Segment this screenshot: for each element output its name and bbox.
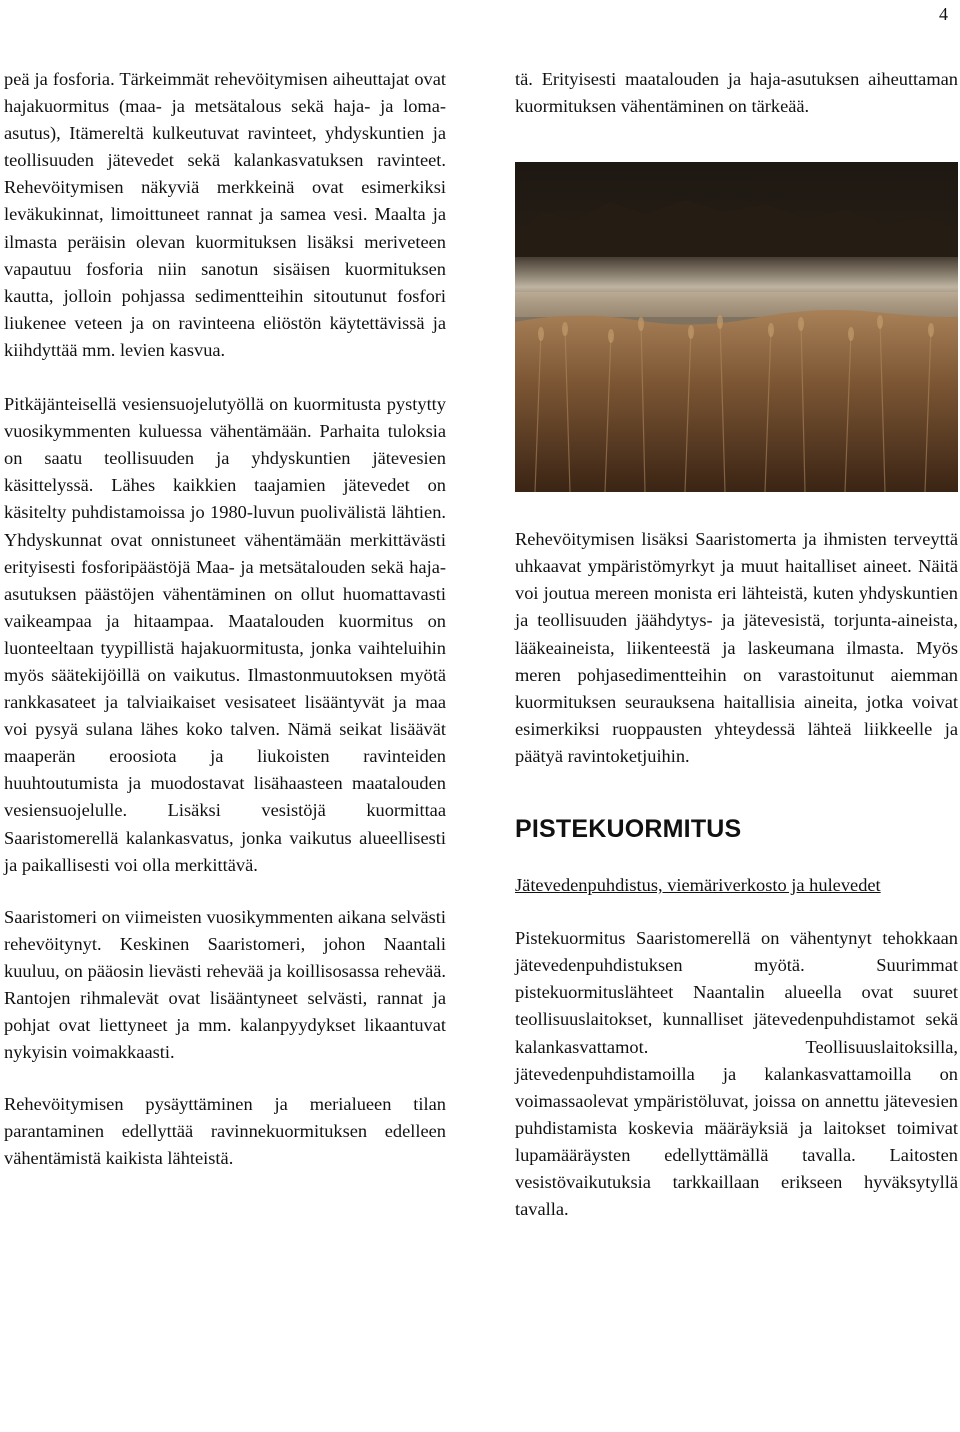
paragraph-archipelago-sea-state: Saaristomeri on viimeisten vuosikymmenten aikana selvästi rehevöitynyt. Keskinen Saaristomeri, johon Naantali kuuluu, on pääosin lievästi rehevää ja koillisosassa rehevää. Rantojen rihmalevät ovat lisääntyneet selvästi, rannat ja pohjat ovat liettyneet ja mm. kalanpyydykset likaantuvat nykyisin voimakkaasti.	[4, 906, 446, 1063]
paragraph-stopping-eutrophication: Rehevöitymisen pysäyttäminen ja merialueen tilan parantaminen edellyttää ravinnekuormituksen edelleen vähentämistä kaikista lähteistä.	[4, 1094, 446, 1169]
section-heading: PISTEKUORMITUS	[515, 815, 742, 844]
reed-shore-illustration	[515, 162, 958, 492]
right-column	[515, 66, 958, 1223]
subsection-heading: Jätevedenpuhdistus, viemäriverkosto ja hulevedet	[515, 875, 881, 896]
paragraph-continuation: tä. Erityisesti maatalouden ja haja-asutuksen aiheuttaman kuormituksen vähentäminen on tärkeää.	[515, 69, 958, 117]
left-column	[4, 66, 446, 1173]
paragraph-eutrophication-causes: peä ja fosforia. Tärkeimmät rehevöitymisen aiheuttajat ovat hajakuormitus (maa- ja metsätalous sekä haja- ja loma-asutus), Itämereltä kulkeutuvat ravinteet, yhdyskuntien ja teollisuuden jätevedet sekä kalankasvatuksen ravinteet. Rehevöitymisen näkyviä merkkeinä ovat esimerkiksi leväkukinnat, limoittuneet rannat ja samea vesi. Maalta ja ilmasta peräisin olevan kuormituksen lisäksi meriveteen vapautuu fosforia niin sanotun sisäisen kuormituksen kautta, jolloin pohjassa sedimentteihin sitoutunut fosfori liukenee veteen ja on ravinteena eliöstön käytettävissä ja kiihdyttää mm. levien kasvua.	[4, 69, 446, 360]
paragraph-point-source-load: Pistekuormitus Saaristomerellä on vähentynyt tehokkaan jätevedenpuhdistuksen myötä. Suurimmat pistekuormituslähteet Naantalin alueella ovat suuret teollisuuslaitokset, kunnalliset jätevedenpuhdistamot sekä kalankasvattamot. Teollisuuslaitoksilla, jätevedenpuhdistamoilla ja kalankasvattamoilla on voimassaolevat ympäristöluvat, joissa on annettu jätevesien puhdistamista koskevia määräyksiä ja laitokset toimivat lupamääräysten edellyttämällä tavalla. Laitosten vesistövaikutuksia tarkkaillaan erikseen hyväksytyllä tavalla.	[515, 928, 958, 1220]
page-number: 4	[939, 4, 948, 24]
paragraph-environmental-toxins: Rehevöitymisen lisäksi Saaristomerta ja ihmisten terveyttä uhkaavat ympäristömyrkyt ja muut haitalliset aineet. Näitä voi joutua mereen monista eri lähteistä, kuten yhdyskuntien ja teollisuuden jäähdytys- ja jätevesistä, torjunta-aineista, lääkeaineista, liikenteestä ja laskeumana ilmasta. Myös meren pohjasedimentteihin on varastoitunut aiemman kuormituksen seurauksena haitallisia aineita, jotka voivat esimerkiksi ruoppausten yhteydessä lähteä liikkeelle ja päätyä ravintoketjuihin.	[515, 529, 958, 766]
reed-shore-photo	[515, 162, 958, 492]
paragraph-water-protection-work: Pitkäjänteisellä vesiensuojelutyöllä on kuormitusta pystytty vuosikymmenten kuluessa vähentämään. Parhaita tuloksia on saatu teollisuuden ja yhdyskuntien jätevesien käsittelyssä. Lähes kaikkien taajamien jätevedet on käsitelty puhdistamoissa jo 1980-luvun puolivälistä lähtien. Yhdyskunnat ovat onnistuneet vähentämään merkittävästi erityisesti fosforipäästöjä Maa- ja metsätalouden sekä haja-asutuksen päästöjen vähentäminen on ollut huomattavasti vaikeampaa ja hitaampaa. Maatalouden kuormitus on luonteeltaan tyypillistä hajakuormitusta, jonka vaihteluihin myös säätekijöillä on vaikutus. Ilmastonmuutoksen myötä rankkasateet ja talviaikaiset vesisateet lisääntyvät ja maa voi pysyä sulana lähes koko talven. Nämä seikat lisäävät maaperän eroosiota ja liukoisten ravinteiden huuhtoutumista ja muodostavat lisähaasteen maatalouden vesiensuojelulle. Lisäksi vesistöjä kuormittaa Saaristomerellä kalankasvatus, jonka vaikutus alueellisesti ja paikallisesti voi olla merkittävä.	[4, 394, 446, 875]
